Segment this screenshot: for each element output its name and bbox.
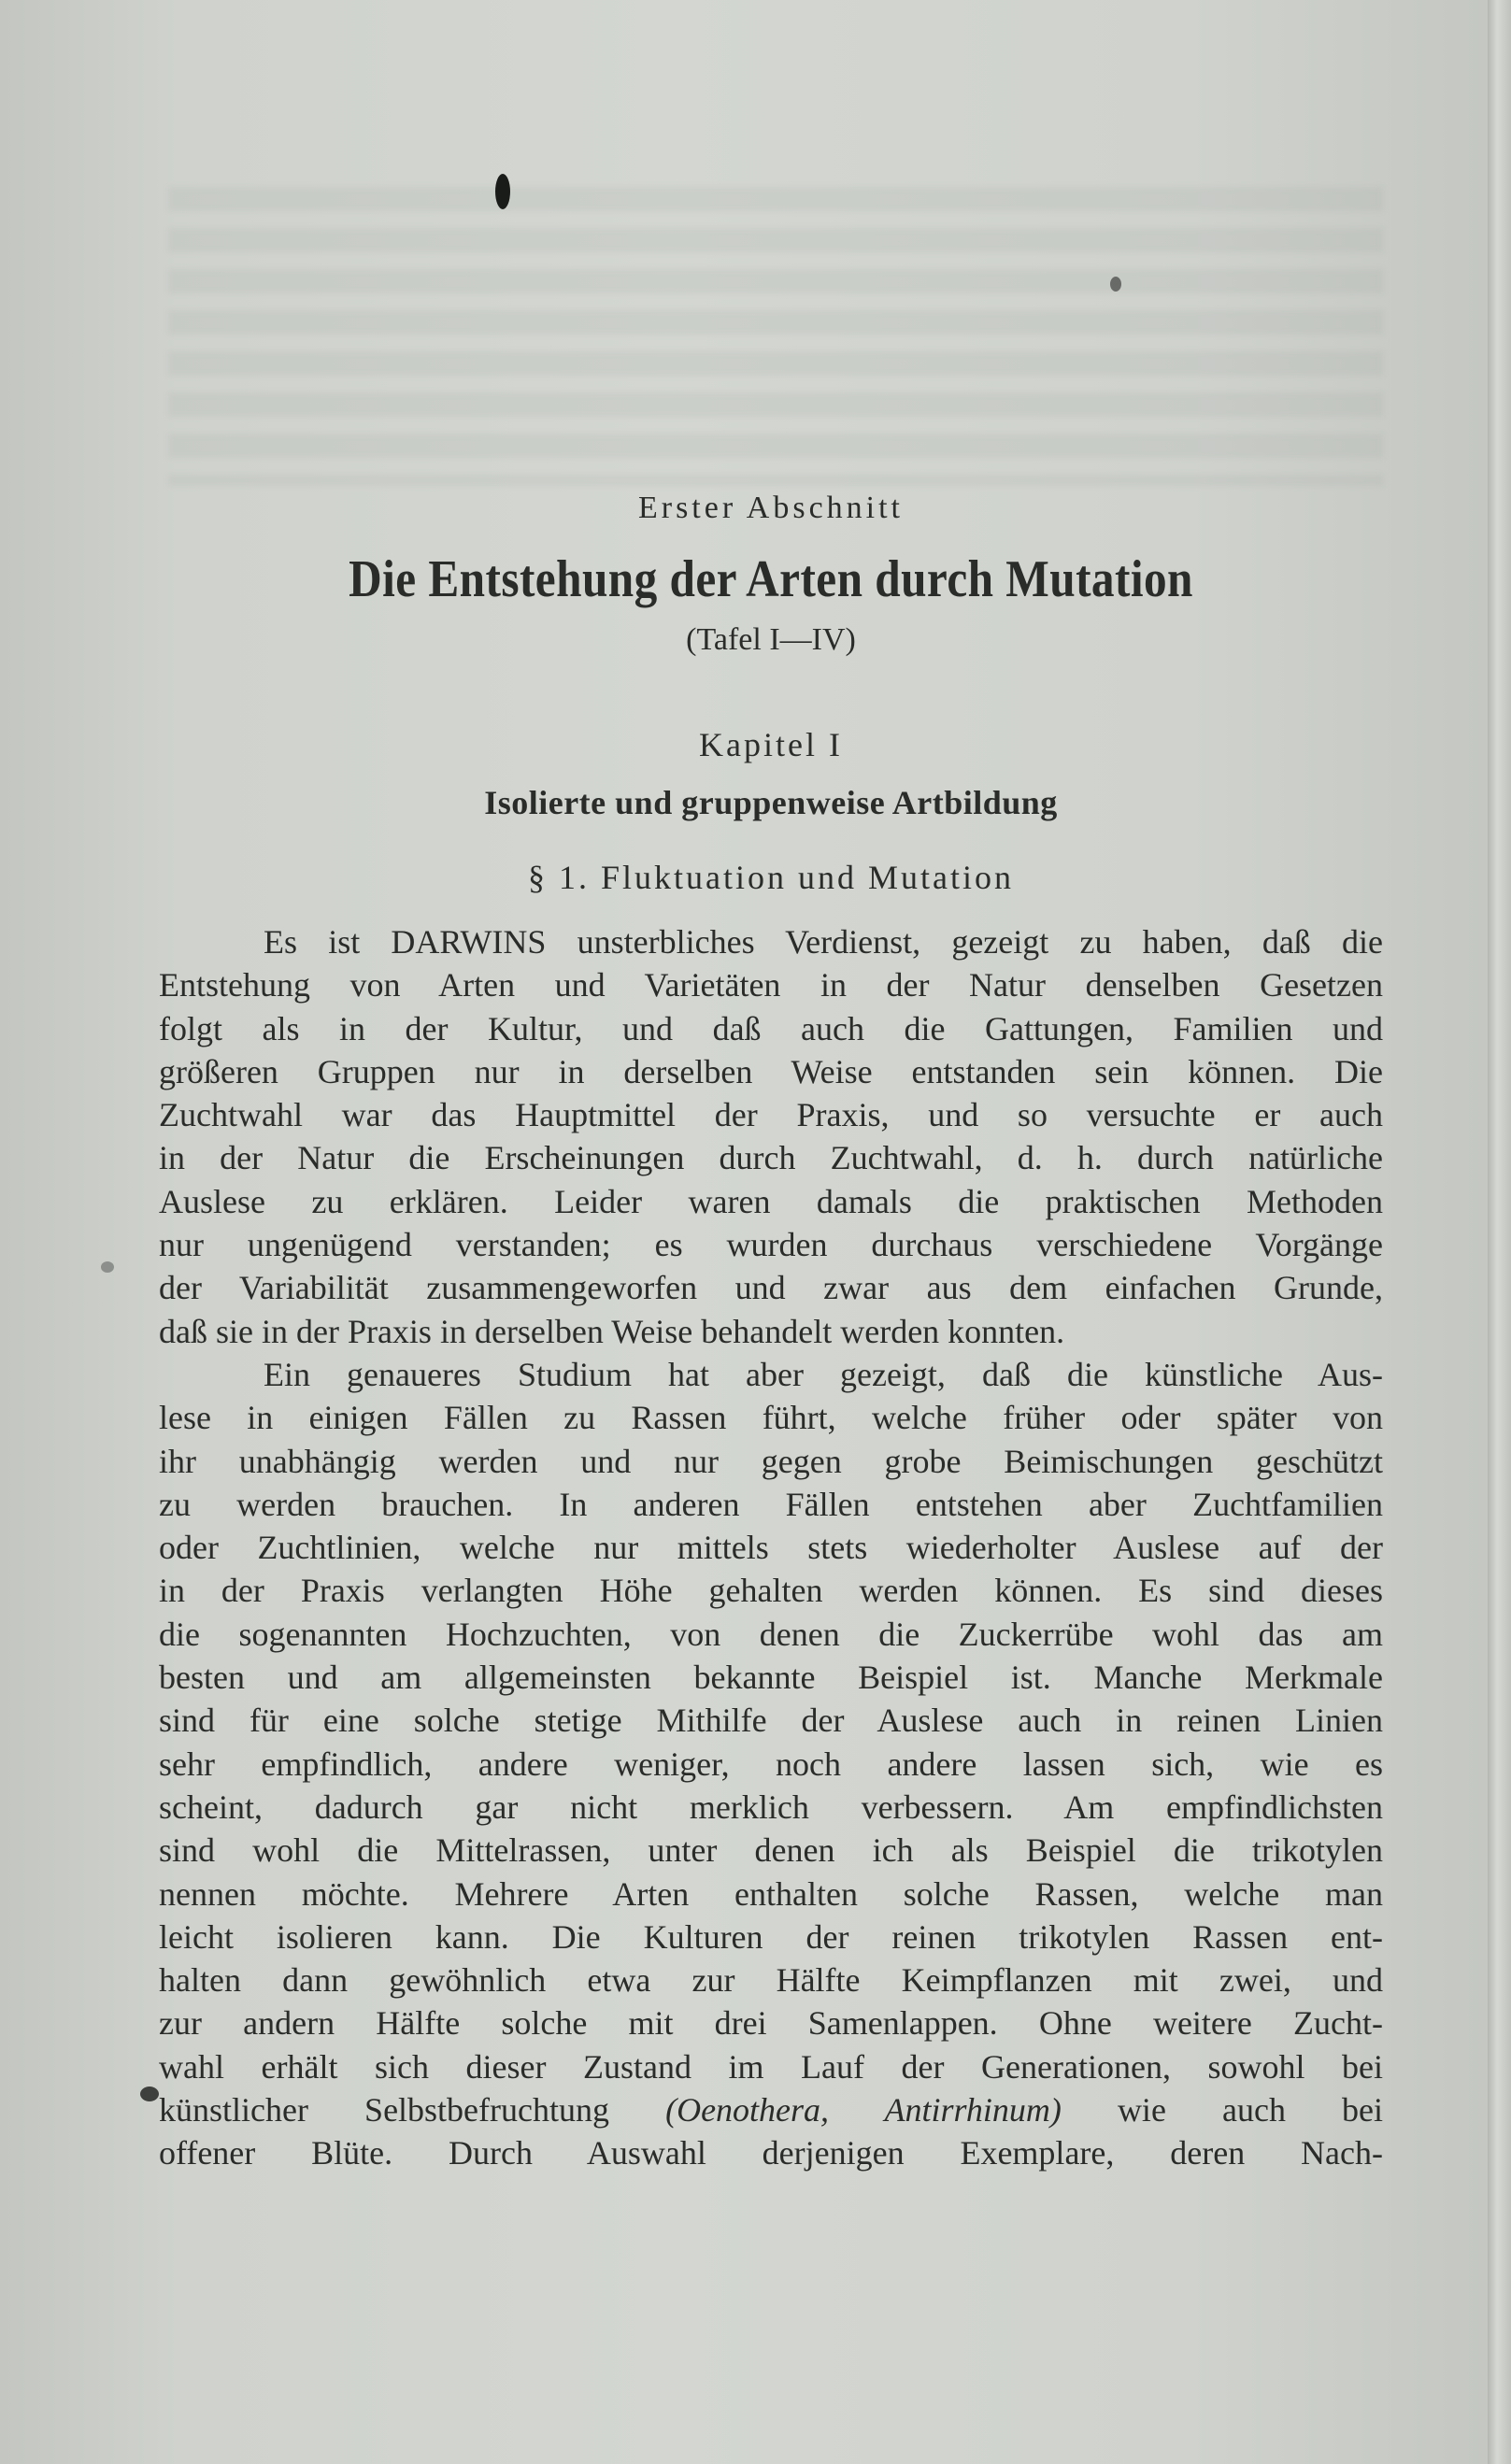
text-line: Auslese zu erklären. Leider waren damals die praktischen Methoden — [159, 1182, 1383, 1220]
text-line: Zuchtwahl war das Hauptmittel der Praxis, und so versuchte er auch — [159, 1096, 1383, 1134]
text-line: leicht isolieren kann. Die Kulturen der reinen trikotylen Rassen ent- — [159, 1917, 1383, 1956]
text-line: in der Praxis verlangten Höhe gehalten werden können. Es sind dieses — [159, 1572, 1383, 1610]
text-line: Es ist DARWINS unsterbliches Verdienst, gezeigt zu haben, daß die — [264, 923, 1383, 961]
text-segment: wie auch bei — [1117, 2091, 1384, 2129]
text-line: folgt als in der Kultur, und daß auch die Gattungen, Familien und — [159, 1009, 1383, 1047]
text-line: sehr empfindlich, andere weniger, noch andere lassen sich, wie es — [159, 1745, 1383, 1783]
text-line: sind wohl die Mittelrassen, unter denen ich als Beispiel die trikotylen — [159, 1831, 1383, 1870]
body-text — [159, 920, 1383, 2175]
text-line: nennen möchte. Mehrere Arten enthalten solche Rassen, welche man — [159, 1874, 1383, 1913]
text-line: oder Zuchtlinien, welche nur mittels stets wiederholter Auslese auf der — [159, 1529, 1383, 1567]
ink-speck — [140, 2087, 159, 2101]
text-line: scheint, dadurch gar nicht merklich verbessern. Am empfindlichsten — [159, 1787, 1383, 1826]
text-line: Ein genaueres Studium hat aber gezeigt, daß die künstliche Aus- — [264, 1355, 1383, 1393]
show-through-text — [168, 187, 1383, 486]
text-line: größeren Gruppen nur in derselben Weise entstanden sein können. Die — [159, 1052, 1383, 1090]
text-segment: künstlicher Selbstbefruchtung — [159, 2091, 609, 2129]
text-line: lese in einigen Fällen zu Rassen führt, welche früher oder später von — [159, 1399, 1383, 1437]
text-line: die sogenannten Hochzuchten, von denen die Zuckerrübe wohl das am — [159, 1615, 1383, 1653]
species-names: (Oenothera, Antirrhinum) — [665, 2091, 1062, 2129]
part-heading: Erster Abschnitt — [637, 491, 905, 525]
page-title: Die Entstehung der Arten durch Mutation — [349, 550, 1193, 608]
text-line: nur ungenügend verstanden; es wurden durchaus verschiedene Vorgänge — [159, 1226, 1383, 1264]
page-edge — [1488, 0, 1511, 2464]
text-line: der Variabilität zusammengeworfen und zwar aus dem einfachen Grunde, — [159, 1269, 1383, 1307]
text-line: zur andern Hälfte solche mit drei Samenlappen. Ohne weitere Zucht- — [159, 2004, 1383, 2043]
ink-speck — [101, 1261, 114, 1273]
chapter-title: Isolierte und gruppenweise Artbildung — [484, 784, 1058, 821]
text-line: ihr unabhängig werden und nur gegen grobe Beimischungen geschützt — [159, 1442, 1383, 1480]
text-line: Entstehung von Arten und Varietäten in der Natur denselben Gesetzen — [159, 966, 1383, 1004]
text-line: besten und am allgemeinsten bekannte Beispiel ist. Manche Merkmale — [159, 1659, 1383, 1697]
text-line: in der Natur die Erscheinungen durch Zuchtwahl, d. h. durch natürliche — [159, 1139, 1383, 1177]
ink-speck — [495, 174, 510, 209]
plates-reference: (Tafel I—IV) — [686, 622, 856, 657]
text-line: zu werden brauchen. In anderen Fällen entstehen aber Zuchtfamilien — [159, 1485, 1383, 1523]
section-heading: § 1. Fluktuation und Mutation — [527, 859, 1014, 896]
text-line: offener Blüte. Durch Auswahl derjenigen Exemplare, deren Nach- — [159, 2134, 1383, 2172]
chapter-label: Kapitel I — [699, 726, 843, 763]
text-line: halten dann gewöhnlich etwa zur Hälfte Keimpflanzen mit zwei, und — [159, 1961, 1383, 2000]
text-line: wahl erhält sich dieser Zustand im Lauf der Generationen, sowohl bei — [159, 2047, 1383, 2086]
text-line-with-italics — [159, 2088, 1383, 2131]
ink-speck — [1110, 277, 1121, 292]
text-line: daß sie in der Praxis in derselben Weise behandelt werden konnten. — [159, 1312, 1065, 1350]
text-line: sind für eine solche stetige Mithilfe der Auslese auch in reinen Linien — [159, 1702, 1383, 1740]
